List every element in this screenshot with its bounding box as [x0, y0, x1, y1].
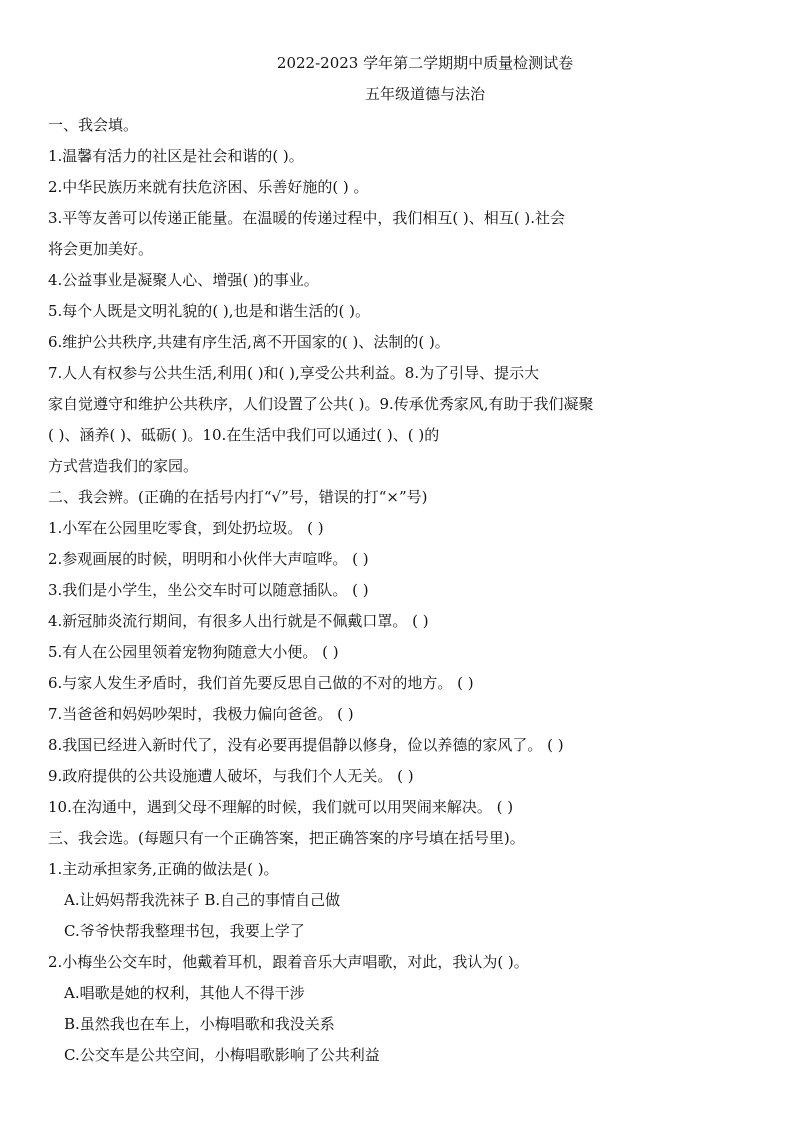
section2-heading: 二、我会辨。(正确的在括号内打“√”号，错误的打“×”号) — [48, 488, 428, 506]
fill-question-6: 6.维护公共秩序,共建有序生活,离不开国家的( )、法制的( )。 — [48, 333, 450, 351]
choice-question-2-option-a: A.唱歌是她的权利，其他人不得干涉 — [64, 984, 305, 1002]
section1-heading: 一、我会填。 — [48, 116, 139, 134]
choice-question-2-option-c: C.公交车是公共空间，小梅唱歌影响了公共利益 — [64, 1046, 380, 1064]
fill-question-2: 2.中华民族历来就有扶危济困、乐善好施的( ) 。 — [48, 178, 369, 196]
fill-question-3-line2: 将会更加美好。 — [48, 240, 154, 258]
fill-question-4: 4.公益事业是凝聚人心、增强( )的事业。 — [48, 271, 319, 289]
choice-question-1-options-ab: A.让妈妈帮我洗袜子 B.自己的事情自己做 — [64, 891, 341, 909]
choice-question-1-option-c: C.爷爷快帮我整理书包，我要上学了 — [64, 922, 305, 940]
exam-title: 2022-2023 学年第二学期期中质量检测试卷 — [276, 54, 574, 72]
judge-question: 7.当爸爸和妈妈吵架时，我极力偏向爸爸。 ( ) — [48, 705, 354, 723]
judge-question: 3.我们是小学生，坐公交车时可以随意插队。 ( ) — [48, 581, 369, 599]
fill-question-1: 1.温馨有活力的社区是社会和谐的( )。 — [48, 147, 304, 165]
judge-question: 1.小军在公园里吃零食，到处扔垃圾。 ( ) — [48, 519, 324, 537]
choice-question-1: 1.主动承担家务,正确的做法是( )。 — [48, 860, 279, 878]
fill-question-5: 5.每个人既是文明礼貌的( ),也是和谐生活的( )。 — [48, 302, 371, 320]
fill-question-7-line3: ( )、涵养( )、砥砺( )。10.在生活中我们可以通过( )、( )的 — [48, 426, 440, 444]
judge-question: 4.新冠肺炎流行期间，有很多人出行就是不佩戴口罩。 ( ) — [48, 612, 429, 630]
choice-question-2-option-b: B.虽然我也在车上，小梅唱歌和我没关系 — [64, 1015, 335, 1033]
judge-question: 5.有人在公园里领着宠物狗随意大小便。 ( ) — [48, 643, 339, 661]
fill-question-7-line2: 家自觉遵守和维护公共秩序，人们设置了公共( )。9.传承优秀家风,有助于我们凝聚 — [48, 395, 594, 413]
judge-question: 6.与家人发生矛盾时，我们首先要反思自己做的不对的地方。 ( ) — [48, 674, 474, 692]
choice-question-2: 2.小梅坐公交车时，他戴着耳机，跟着音乐大声唱歌，对此，我认为( )。 — [48, 953, 529, 971]
exam-subtitle: 五年级道德与法治 — [364, 85, 485, 103]
judge-question: 2.参观画展的时候，明明和小伙伴大声喧哗。 ( ) — [48, 550, 369, 568]
fill-question-3-line1: 3.平等友善可以传递正能量。在温暖的传递过程中，我们相互( )、相互( ).社会 — [48, 209, 566, 227]
judge-question: 9.政府提供的公共设施遭人破坏，与我们个人无关。 ( ) — [48, 767, 414, 785]
judge-question: 10.在沟通中，遇到父母不理解的时候，我们就可以用哭闹来解决。 ( ) — [48, 798, 514, 816]
judge-question: 8.我国已经进入新时代了，没有必要再提倡静以修身，俭以养德的家风了。 ( ) — [48, 736, 564, 754]
fill-question-7-line1: 7.人人有权参与公共生活,利用( )和( ),享受公共利益。8.为了引导、提示大 — [48, 364, 540, 382]
section3-heading: 三、我会选。(每题只有一个正确答案，把正确答案的序号填在括号里)。 — [48, 829, 525, 847]
fill-question-7-line4: 方式营造我们的家园。 — [48, 457, 199, 475]
